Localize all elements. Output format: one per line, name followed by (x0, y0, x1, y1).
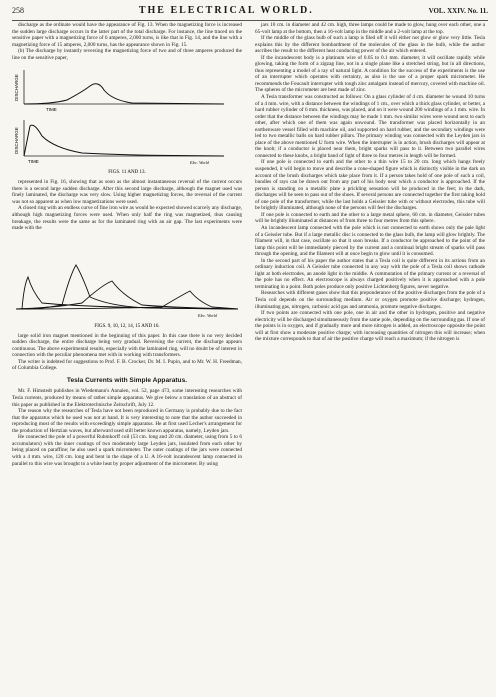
right-column (255, 22, 485, 692)
axis-label-discharge-bottom: DISCHARGE (14, 127, 19, 155)
journal-title: THE ELECTRICAL WORLD. (138, 5, 314, 16)
paragraph: If the middle of the glass bulb of such a lamp is filed off it will either not glow or glow very little. Tesla explains this by the different bombardment of the molecules of the glass in the bulb, while the author ascribes the result to the different heat conducting power of the air which entered. (255, 35, 485, 55)
paragraph: If one pole is connected to earth and the other to a thin wire 15 to 20 cm. long which hangs freely suspended, it will begin to move and describe a cone-shaped figure which is distinctly visible in the dark on account of the brush discharges which take place from it. If a person takes hold of one pole of such a coil, bundles of rays can be drawn out from any part of his body near which a conductor is approached. If the person is standing on a metallic plate a prickling sensation will be produced in the feet; in the dark, discharges will be seen to pass out of the shoes. If several persons are connected together the first taking hold of one pole of the transformer, while the last holds a Geissler tube with or without electrodes, this tube will be brightly illuminated, although none of the persons will feel the discharges. (255, 159, 485, 212)
paragraph: A closed ring with an endless curve of fine iron wire as would be expected showed scarcely any discharge, although high magnetizing forces were used. When only half the ring was magnetized, thus causing breakage, the results were the same as for the laminated ring with an air gap. The last experiments were made with the (12, 205, 242, 232)
paragraph: Researches with different gases show that this preponderance of the positive discharges from the pole of a Tesla coil depends on the surrounding medium. Air or oxygen promote positive discharge; hydrogen, illuminating gas, nitrogen, carbonic acid gas and ammonia, promote negative discharges. (255, 290, 485, 310)
figure-caption: FIGS. 11 AND 13. (108, 170, 146, 176)
paragraph: The reason why the researches of Tesla have not been reproduced in Germany is probably due to the fact that the apparatus which he used was not at hand. It is very interesting to note that the author succeeded in reproducing most of the results with exceedingly simple apparatus. He at first used Lecher's arrangement for the production of Hertzian waves, but afterward used still better known apparatus, namely, Leyden jars. (12, 408, 242, 434)
left-column (12, 22, 242, 692)
figure-caption: FIGS. 9, 10, 12, 14, 15 AND 16. (94, 323, 160, 329)
figure-credit: Elec. World (190, 160, 209, 166)
paragraph: In the second part of his paper the author states that a Tesla coil is quite different in its actions from an ordinary induction coil. A Geissler tube connected in any way with the pole of a Tesla coil shows cathode light at both electrodes, an anode light in the middle. A commutation of the primary current or a reversal of the pole has no effect. An electroscope is always charged positively when it is approached with a pole terminating in a point. Both poles produce only positive Lichtenberg figures, never negative. (255, 257, 485, 290)
paragraph: If one pole is connected to earth and the other to a large metal sphere, 60 cm. in diameter, Geissler tubes will be brightly illuminated at distances of from three to four metres from this sphere. (255, 211, 485, 225)
figure-11-and-13 (12, 64, 242, 176)
page-number: 258 (12, 6, 24, 15)
paragraph: Mr. F. Himstedt publishes in Wiedemann's Annalen, vol. 52, page 473, some interesting researches with Tesla currents, produced by means of rather simple apparatus. We give below a translation of an abstract of this paper as published in the Elektrotechnische Zeitschrift, July 12. (12, 388, 242, 408)
paragraph: The writer is indebted for suggestions to Prof. F. B. Crocker, Dr. M. I. Pupin, and to Mr. W. H. Freedman, of Columbia College. (12, 358, 242, 372)
paragraph: If the incandescent body is a platinum wire of 0.05 to 0.1 mm. diameter, it will oscillate rapidly while glowing, taking the form of a zigzag line, not in a single plane like a stretched string, but in all directions, thus representing a model of a ray of natural light. A condition for the success of the experiments is the use of an interrupter which operates with certainty, as also is the use of a proper spark micrometer. He recommends the Foucault interrupter with tough zinc amalgam instead of mercury, covered with machine oil. The spheres of the micrometer are best made of zinc. (255, 54, 485, 94)
axis-label-discharge-top: DISCHARGE (14, 74, 19, 102)
axis-label-time-top: TIME (46, 107, 57, 113)
paragraph: (b) The discharge by instantly reversing the magnetizing force of two and of three amperes produced the line on the sensitive paper, (12, 48, 242, 61)
paragraph: jars 10 cm. in diameter and 42 cm. high, three lamps could be made to glow, hung over each other, one a 65-volt lamp at the bottom, then a 16-volt lamp in the middle and a 2-volt lamp at the top. (255, 22, 485, 35)
figure-credit: Elec. World (198, 312, 217, 318)
paragraph: He connected the pole of a powerful Ruhmkorff coil (53 cm. long and 20 cm. diameter, using from 5 to 6 accumulators) with the inner coatings of two moderately large Leyden jars, insulated from each other by being placed on paraffine; he also used a spark micrometer. The outer coatings of the jars were connected with a 4 mm. wire, 120 cm. long and bent in the shape of a U. A 16-volt incandescent lamp connected in parallel to this wire was brought to a white heat by proper adjustment of the micrometer. By using (12, 434, 242, 467)
volume-number: VOL. XXIV. No. 11. (428, 7, 488, 15)
paragraph: An incandescent lamp connected with the pole which is not connected to earth shows only the pale light of a Geissler tube. But if a large metallic disc is connected to the glass bulb, the lamp will glow brightly. The filament will, in that case, oscillate so that it soon breaks. If a conductor be approached to the point of the lamp this point will be immediately pierced by the current and a continual bright stream of sparks will pass through the opening, and the filament will at once begin to glow until it is consumed. (255, 224, 485, 258)
paragraph: represented in Fig. 16, showing that as soon as the almost instantaneous reversal of the current occurs there is a second large sudden discharge. After this second large discharge, although the magnet used was finely laminated, the discharge was very slow. Using higher magnetizing forces, the reversal of the current was not so apparent as when low magnetizations were used. (12, 179, 242, 205)
paragraph: large solid iron magnet mentioned in the beginning of this paper. In this case there is no very decided sudden discharge, the entire discharge being very gradual. Reversing the current, the discharge appears continuous. The above experimental results, especially with the laminated ring, will no doubt be of interest in connection with the peculiar phenomena met with in working with transformers. (12, 332, 242, 359)
paragraph: If two points are connected with one pole, one in air and the other in hydrogen, positive and negative electricity will be discharged simultaneously from the same pole, depending on the surrounding gas. If one of the points is in oxygen, and if gradually more and more nitrogen is added, an electroscope opposite the point will at first show a moderate positive charge; with increasing quantities of nitrogen this will increase; when the mixture corresponds to that of air the positive charge will reach a maximum; if the nitrogen is (255, 310, 485, 343)
paragraph: A Tesla transformer was constructed as follows: On a glass cylinder of 4 cm. diameter he wound 10 turns of a 4 mm. wire, with a distance between the windings of 1 cm., over which a thick glass cylinder, or better, a hard rubber cylinder of 6 mm. thickness, was placed, and on it were wound 200 windings of a 1 mm. wire. In order that the distance between the windings may be made 1 mm. two similar wires were wound next to each other, after which one of them was again unwound. The transformer was placed horizontally in an earthenware vessel filled with machine oil, and supported on hard rubber, and the secondary windings were led to two metallic balls on hard rubber pillars. The primary winding was connected with the Leyden jars in place of the above mentioned U form wire. When the interrupter is in action, brush discharges will appear at the knob; if a conductor is placed near them, bright sparks will pass to it. Between two parallel wires connected to these knobs, a bright band of light of three to four metres in length will be formed. (255, 94, 485, 159)
figure-9-10-12-14-15-16 (12, 235, 242, 330)
paragraph: discharge as the ordinate would have the appearance of Fig. 13. When the magnetizing force is increased the sudden large discharge occurs in the latter part of the total discharge. For instance, the line traced on the sensitive paper with a magnetizing force of 6 amperes, 2,000 turns, is like that in Fig. 14, and the line with a magnetizing force of 15 amperes, 2,000 turns, has the appearance shown in Fig. 15. (12, 22, 242, 48)
axis-label-time-bottom: TIME (28, 159, 39, 165)
page-header (12, 5, 488, 21)
article-heading: Tesla Currents with Simple Apparatus. (66, 376, 188, 384)
